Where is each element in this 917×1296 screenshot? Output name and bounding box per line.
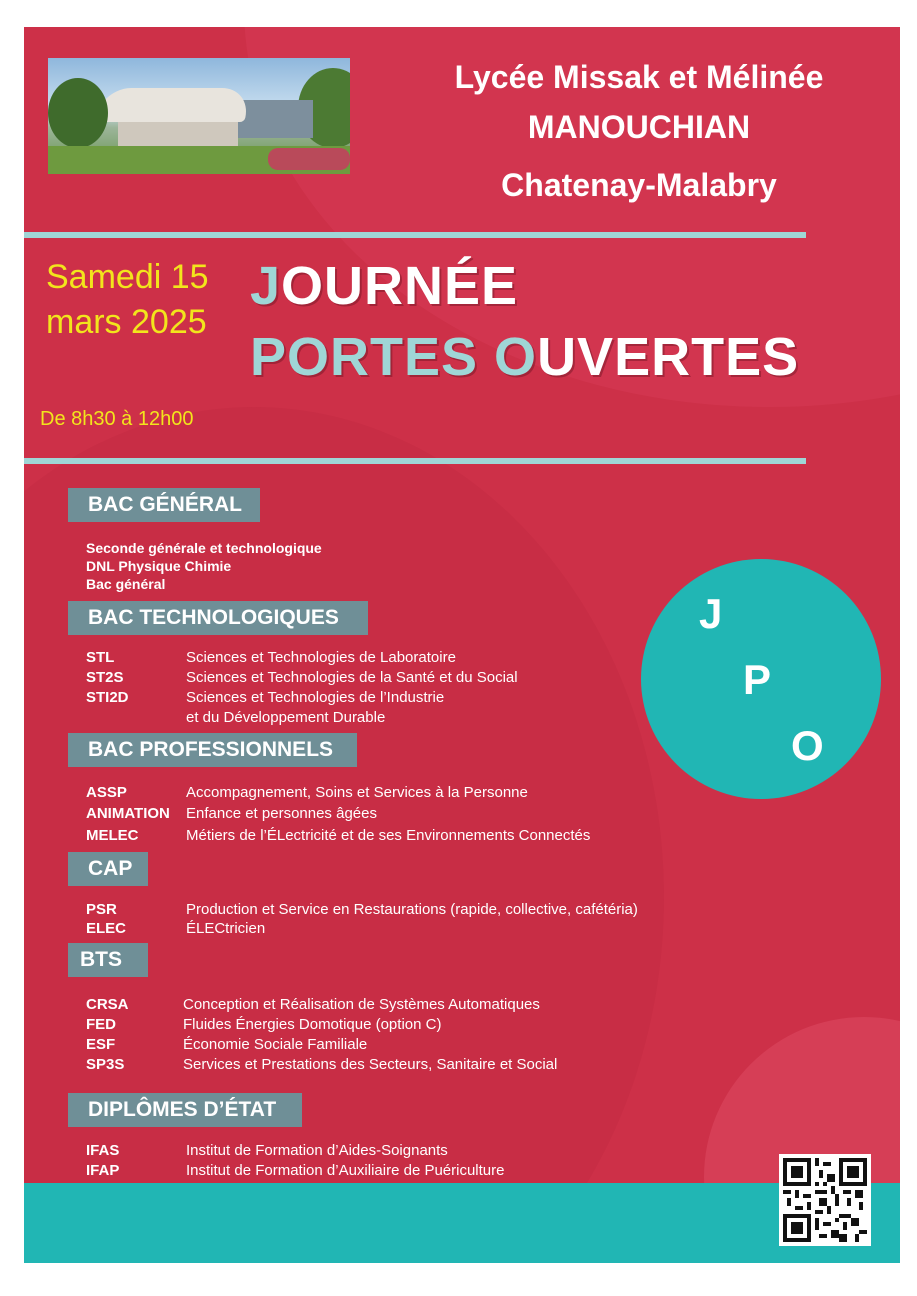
poster: Lycée Missak et Mélinée MANOUCHIAN Chatenay-Malabry Samedi 15 mars 2025 JOURNÉE PORTES OUVERTES De 8h30 à 12h00 BAC GÉNÉRAL Seconde générale et technologique DNL Physique Chimie Bac général BAC TECHNOLOGIQUES STL Sciences et Technologies de Laboratoire ST2S Sciences et Technologies de la Santé et du Social STI2D Sciences et Technologies de l’Industrie et du Développement Durable BAC PROFESSIONNELS ASSP Accompagnement, Soins et Services à la Personne ANIMATION Enfance et personnes âgées MELEC Métiers de l’ÉLectricité et de ses Environnements Connectés CAP PSR Production et Service en Restaurations (rapide, collective, cafétéria) ELEC ÉLECtricien BTS CRSA Conception et Réalisation de Systèmes Automatiques FED Fluides Énergies Domotique (option C) ESF Économie Sociale Familiale SP3S Services et Prestations des Secteurs, Sanitaire et Social DIPLÔMES D’ÉTAT IFAS Institut de Formation d’Aides-Soignants IFAP Institut de Formation d’Auxiliaire de Puériculture J P O (24, 27, 900, 1263)
school-name-line2: MANOUCHIAN (527, 109, 751, 145)
title-line1: JOURNÉE (250, 256, 519, 316)
opening-hours: De 8h30 à 12h00 (40, 408, 194, 430)
footer-band (24, 1183, 900, 1263)
section-title-bac-techno: BAC TECHNOLOGIQUES (68, 601, 368, 635)
school-building-photo (48, 58, 350, 174)
event-date: Samedi 15 mars 2025 (46, 258, 209, 341)
section-title-bac-general: BAC GÉNÉRAL (68, 488, 260, 522)
school-city: Chatenay-Malabry (501, 167, 777, 203)
section-title-diplomes-etat: DIPLÔMES D’ÉTAT (68, 1093, 302, 1127)
top-divider (24, 232, 806, 238)
middle-divider (24, 458, 806, 464)
jpo-badge (641, 559, 881, 799)
title-line2: PORTES OUVERTES (250, 327, 800, 387)
section-title-bts: BTS (68, 943, 148, 977)
section-title-bac-pro: BAC PROFESSIONNELS (68, 733, 357, 767)
qr-code[interactable] (779, 1154, 871, 1246)
badge-letter-o: O (791, 722, 824, 769)
badge-letter-j: J (699, 590, 723, 637)
badge-letter-p: P (743, 656, 772, 703)
school-name-line1: Lycée Missak et Mélinée (454, 59, 824, 95)
bac-general-list: Seconde générale et technologique DNL Physique Chimie Bac général (86, 540, 322, 592)
section-title-cap: CAP (68, 852, 148, 886)
